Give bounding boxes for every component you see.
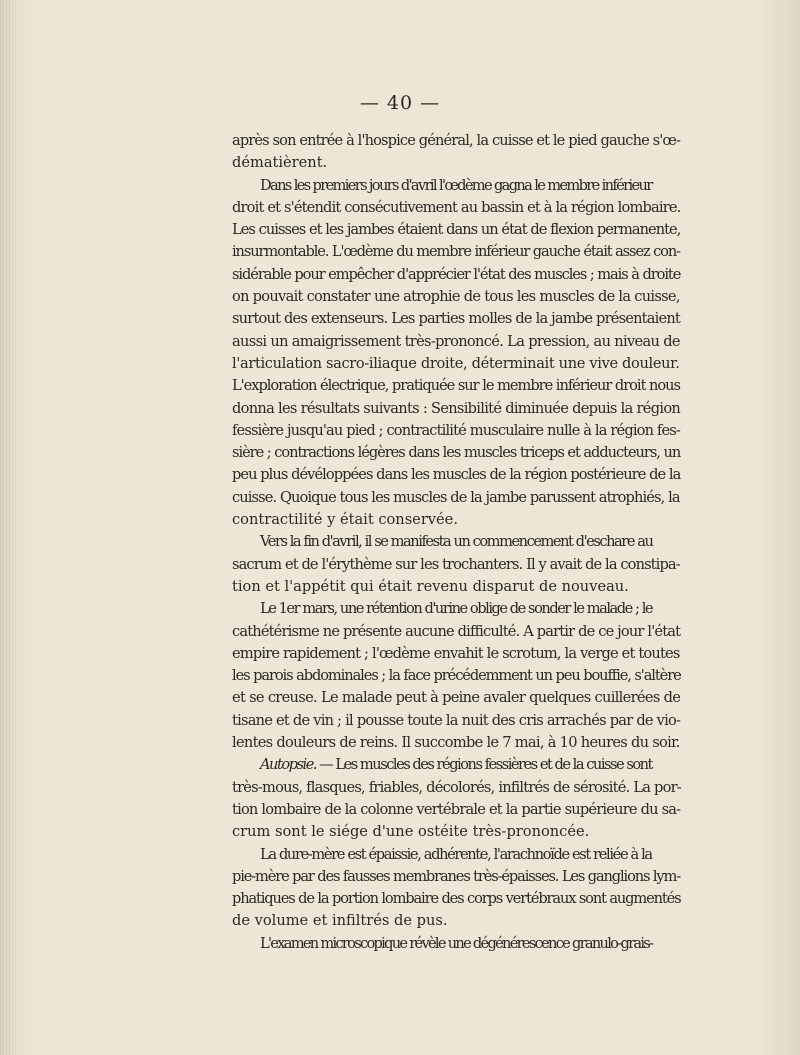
- text-line: cathétérisme ne présente aucune difficulté. A partir de ce jour l'état: [232, 622, 681, 640]
- text-line: insurmontable. L'œdème du membre inférieur gauche était assez con-: [232, 243, 680, 261]
- body-text: [232, 130, 680, 955]
- text-line: fessière jusqu'au pied ; contractilité musculaire nulle à la région fes-: [232, 421, 680, 439]
- text-line: phatiques de la portion lombaire des corps vertébraux sont augmentés: [232, 890, 681, 908]
- text-line: lentes douleurs de reins. Il succombe le 7 mai, à 10 heures du soir.: [232, 734, 680, 752]
- text-line: L'examen microscopique révèle une dégénérescence granulo-grais-: [260, 934, 653, 952]
- text-line: Vers la fin d'avril, il se manifesta un commencement d'eschare au: [260, 533, 653, 551]
- text-line: sacrum et de l'érythème sur les trochanters. Il y avait de la constipa-: [232, 555, 680, 573]
- text-line: empire rapidement ; l'œdème envahit le scrotum, la verge et toutes: [232, 644, 680, 662]
- text-line: les parois abdominales ; la face précédemment un peu bouffie, s'altère: [232, 667, 681, 685]
- text-line: Autopsie. — Les muscles des régions fessières et de la cuisse sont: [260, 756, 652, 774]
- text-line: tion et l'appétit qui était revenu disparut de nouveau.: [232, 577, 629, 595]
- page-number: — 40 —: [359, 92, 441, 114]
- text-line: et se creuse. Le malade peut à peine avaler quelques cuillerées de: [232, 689, 681, 707]
- text-line: crum sont le siége d'une ostéite très-prononcée.: [232, 823, 590, 841]
- text-line: de volume et infiltrés de pus.: [232, 912, 448, 930]
- text-line: après son entrée à l'hospice général, la cuisse et le pied gauche s'œ-: [232, 132, 681, 149]
- text-line: très-mous, flasques, friables, décolorés, infiltrés de sérosité. La por-: [232, 778, 681, 796]
- text-line: droit et s'étendit consécutivement au bassin et à la région lombaire.: [232, 198, 681, 216]
- text-line: l'articulation sacro-iliaque droite, déterminait une vive douleur.: [232, 354, 680, 372]
- autopsy-heading: Autopsie.: [260, 756, 316, 774]
- text-line: Les cuisses et les jambes étaient dans un état de flexion permanente,: [232, 221, 681, 239]
- text-line: sidérable pour empêcher d'apprécier l'état des muscles ; mais à droite: [232, 265, 681, 283]
- text-line: on pouvait constater une atrophie de tous les muscles de la cuisse,: [232, 288, 680, 306]
- text-line: pie-mère par des fausses membranes très-épaisses. Les ganglions lym-: [232, 867, 681, 885]
- text-line: tisane et de vin ; il pousse toute la nuit des cris arrachés par de vio-: [232, 711, 681, 729]
- text-line: peu plus dévéloppées dans les muscles de la région postérieure de la: [232, 466, 681, 484]
- text-line: sière ; contractions légères dans les muscles triceps et adducteurs, un: [232, 444, 681, 462]
- text-line: La dure-mère est épaissie, adhérente, l'arachnoïde est reliée à la: [260, 845, 652, 863]
- text-line: L'exploration électrique, pratiquée sur le membre inférieur droit nous: [232, 377, 680, 395]
- text-line: aussi un amaigrissement très-prononcé. La pression, au niveau de: [232, 332, 680, 350]
- text-line: Dans les premiers jours d'avril l'œdème gagna le membre inférieur: [260, 176, 652, 194]
- text-line: Le 1er mars, une rétention d'urine oblige de sonder le malade ; le: [260, 600, 653, 618]
- text-line: surtout des extenseurs. Les parties molles de la jambe présentaient: [232, 310, 680, 328]
- text-line: cuisse. Quoique tous les muscles de la jambe parussent atrophiés, la: [232, 488, 680, 506]
- page-gutter: [0, 0, 16, 1055]
- text-line: contractilité y était conservée.: [232, 511, 458, 529]
- text-line: donna les résultats suivants : Sensibilité diminuée depuis la région: [232, 399, 681, 417]
- text-line: tion lombaire de la colonne vertébrale et la partie supérieure du sa-: [232, 800, 681, 818]
- text-line: dématièrent.: [232, 154, 328, 172]
